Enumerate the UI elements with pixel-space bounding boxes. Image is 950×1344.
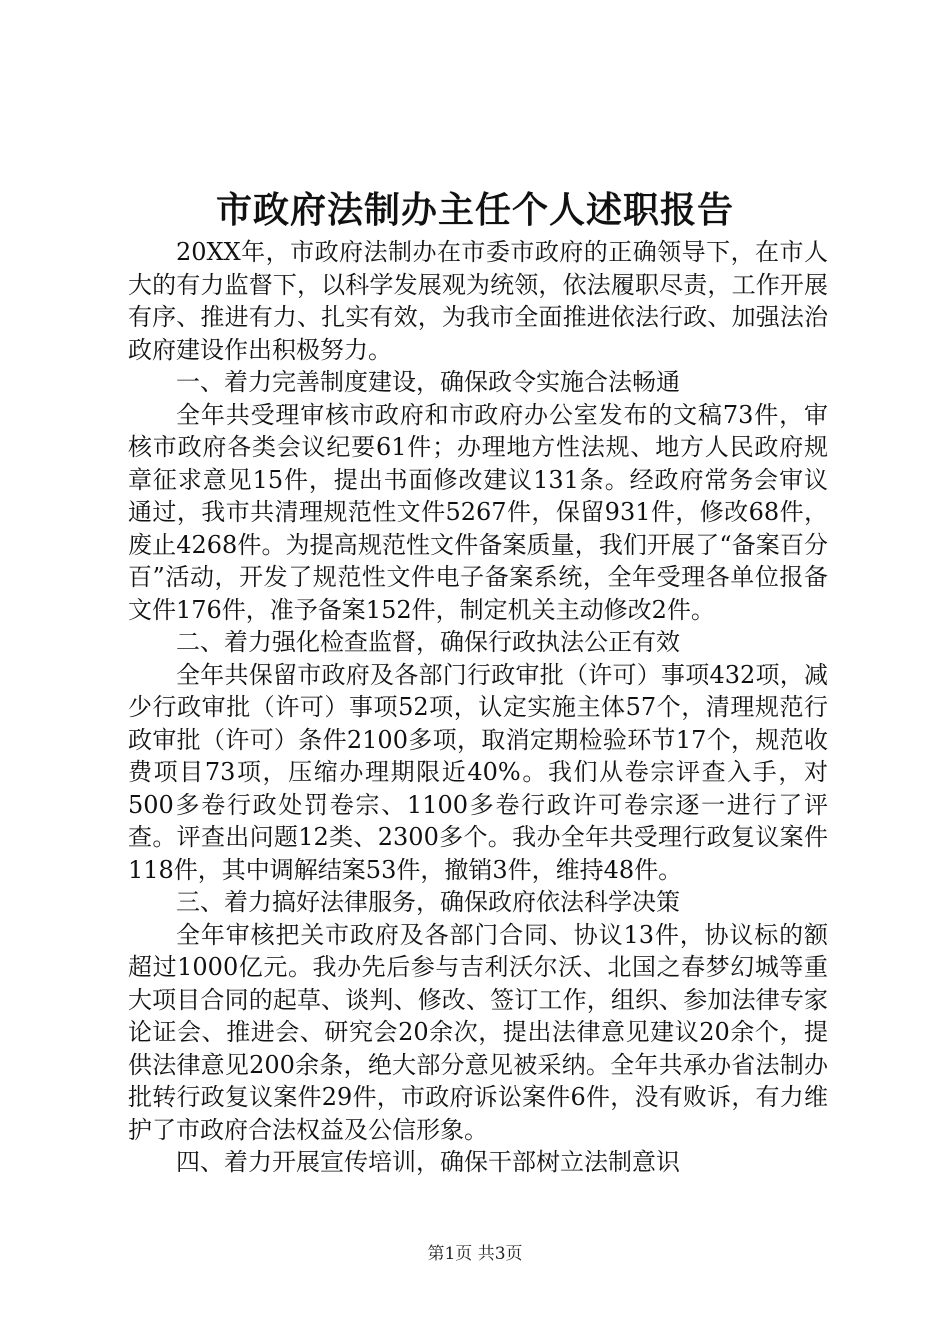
section-paragraph-3: 全年审核把关市政府及各部门合同、协议13件，协议标的额超过1000亿元。我办先后参与吉利沃尔沃、北国之春梦幻城等重大项目合同的起草、谈判、修改、签订工作，组织、参加法律专家论证会、推进会、研究会20余次，提出法律意见建议20余个，提供法律意见200余条，绝大部分意见被采纳。全年共承办省法制办批转行政复议案件29件，市政府诉讼案件6件，没有败诉，有力维护了市政府合法权益及公信形象。 bbox=[128, 920, 828, 1144]
page-footer: 第1页 共3页 bbox=[427, 1244, 523, 1264]
section-heading-4: 四、着力开展宣传培训，确保干部树立法制意识 bbox=[176, 1148, 680, 1176]
document-title: 市政府法制办主任个人述职报告 bbox=[215, 189, 734, 231]
intro-paragraph: 20XX年，市政府法制办在市委市政府的正确领导下，在市人大的有力监督下，以科学发展观为统领，依法履职尽责，工作开展有序、推进有力、扎实有效，为我市全面推进依法行政、加强法治政府建设作出积极努力。 bbox=[128, 238, 828, 364]
section-paragraph-2: 全年共保留市政府及各部门行政审批（许可）事项432项，减少行政审批（许可）事项52项，认定实施主体57个，清理规范行政审批（许可）条件2100多项，取消定期检验环节17个，规范收费项目73项，压缩办理期限近40%。我们从卷宗评查入手，对500多卷行政处罚卷宗、1100多卷行政许可卷宗逐一进行了评查。评查出问题12类、2300多个。我办全年共受理行政复议案件118件，其中调解结案53件，撤销3件，维持48件。 bbox=[128, 660, 828, 884]
section-heading-2: 二、着力强化检查监督，确保行政执法公正有效 bbox=[176, 628, 680, 656]
section-paragraph-1: 全年共受理审核市政府和市政府办公室发布的文稿73件，审核市政府各类会议纪要61件；办理地方性法规、地方人民政府规章征求意见15件，提出书面修改建议131条。经政府常务会审议通过，我市共清理规范性文件5267件，保留931件，修改68件，废止4268件。为提高规范性文件备案质量，我们开展了“备案百分百”活动，开发了规范性文件电子备案系统，全年受理各单位报备文件176件，准予备案152件，制定机关主动修改2件。 bbox=[128, 400, 828, 624]
section-heading-3: 三、着力搞好法律服务，确保政府依法科学决策 bbox=[176, 888, 680, 916]
document-body bbox=[128, 236, 828, 1179]
section-heading-1: 一、着力完善制度建设，确保政令实施合法畅通 bbox=[176, 368, 680, 396]
